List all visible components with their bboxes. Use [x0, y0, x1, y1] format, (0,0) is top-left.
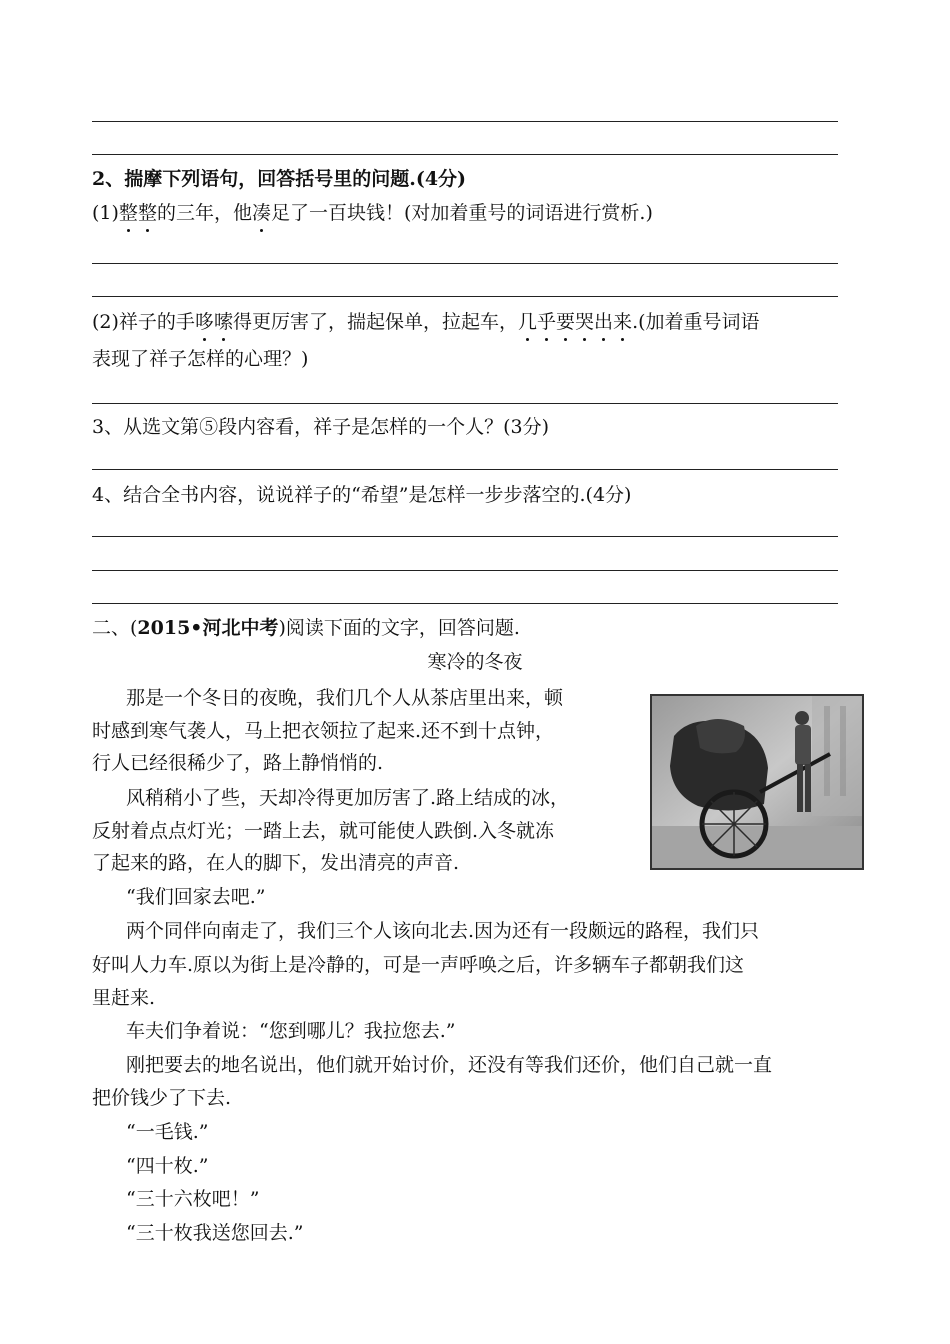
passage-p1-line-1: 那是一个冬日的夜晚，我们几个人从茶店里出来，顿 [126, 687, 564, 709]
rickshaw-photo-icon [650, 694, 864, 870]
emphasis-char: 哆 [194, 311, 214, 333]
question-3-prompt: 3、从选文第⑤段内容看，祥子是怎样的一个人？(3分) [92, 416, 550, 438]
question-2-prompt: 2、揣摩下列语句，回答括号里的问题.(4分) [92, 168, 467, 190]
answer-line[interactable] [92, 263, 838, 264]
question-2-sub-1: (1)整整的三年，他凑足了一百块钱！(对加着重号的词语进行赏析.) [92, 202, 653, 224]
answer-line[interactable] [92, 296, 838, 297]
answer-line[interactable] [92, 570, 838, 571]
emphasis-char: 凑 [251, 202, 271, 224]
passage-p1-line-2: 时感到寒气袭人，马上把衣领拉了起来.还不到十点钟， [92, 720, 555, 742]
section-2-heading: 二、(2015•河北中考)阅读下面的文字，回答问题. [92, 617, 520, 639]
passage-title: 寒冷的冬夜 [427, 651, 523, 673]
emphasis-char: 几 [517, 311, 537, 333]
answer-line[interactable] [92, 121, 838, 122]
passage-p5: 车夫们争着说：“您到哪儿？我拉您去.” [126, 1020, 456, 1042]
passage-p2-line-2: 反射着点点灯光；一踏上去，就可能使人跌倒.入冬就冻 [92, 820, 555, 842]
answer-line[interactable] [92, 469, 838, 470]
passage-p2-line-3: 了起来的路，在人的脚下，发出清亮的声音. [92, 852, 460, 874]
emphasis-char: 哭 [575, 311, 595, 333]
answer-line[interactable] [92, 154, 838, 155]
answer-line[interactable] [92, 403, 838, 404]
emphasis-char: 要 [556, 311, 576, 333]
passage-p8: “四十枚.” [126, 1155, 209, 1177]
passage-p4-line-3: 里赶来. [92, 987, 156, 1009]
passage-p4-line-1: 两个同伴向南走了，我们三个人该向北去.因为还有一段颇远的路程，我们只 [126, 920, 760, 942]
passage-p1-line-3: 行人已经很稀少了，路上静悄悄的. [92, 752, 384, 774]
emphasis-char: 来 [613, 311, 633, 333]
emphasis-char: 嗦 [213, 311, 233, 333]
emphasis-char: 乎 [536, 311, 556, 333]
question-2-sub-2-line-2: 表现了祥子怎样的心理？) [92, 348, 309, 370]
passage-p3: “我们回家去吧.” [126, 886, 266, 908]
passage-p6-line-1: 刚把要去的地名说出，他们就开始讨价，还没有等我们还价，他们自己就一直 [126, 1054, 773, 1076]
emphasis-char: 整 [118, 202, 138, 224]
question-4-prompt: 4、结合全书内容，说说祥子的“希望”是怎样一步步落空的.(4分) [92, 484, 632, 506]
passage-p4-line-2: 好叫人力车.原以为街上是冷静的，可是一声呼唤之后，许多辆车子都朝我们这 [92, 954, 745, 976]
answer-line[interactable] [92, 603, 838, 604]
emphasis-char: 出 [594, 311, 614, 333]
answer-line[interactable] [92, 536, 838, 537]
rickshaw-photo-icon [652, 696, 862, 868]
question-2-sub-2-line-1: (2)祥子的手哆嗦得更厉害了，揣起保单，拉起车，几乎要哭出来.(加着重号词语 [92, 311, 760, 333]
passage-p9: “三十六枚吧！” [126, 1188, 260, 1210]
passage-p7: “一毛钱.” [126, 1121, 209, 1143]
passage-p10: “三十枚我送您回去.” [126, 1222, 304, 1244]
passage-p2-line-1: 风稍稍小了些，天却冷得更加厉害了.路上结成的冰， [126, 787, 570, 809]
emphasis-char: 整 [137, 202, 157, 224]
passage-p6-line-2: 把价钱少了下去. [92, 1087, 232, 1109]
